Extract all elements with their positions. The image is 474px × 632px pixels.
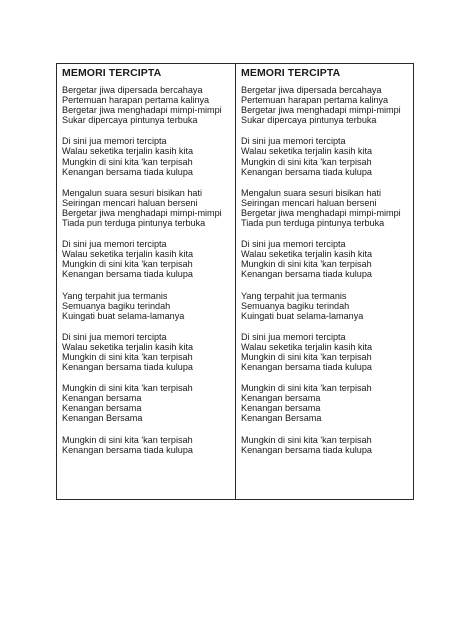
stanza xyxy=(62,136,230,176)
stanza xyxy=(62,332,230,372)
lyric-line: Mengalun suara sesuri bisikan hati xyxy=(62,187,203,198)
lyric-line: Pertemuan harapan pertama kalinya xyxy=(241,95,389,106)
lyric-line: Semuanya bagiku terindah xyxy=(241,300,350,311)
lyric-line: Mungkin di sini kita 'kan terpisah xyxy=(241,383,372,394)
lyric-line: Bergetar jiwa menghadapi mimpi-mimpi xyxy=(241,105,401,116)
lyrics-table xyxy=(56,63,414,500)
lyric-line: Semuanya bagiku terindah xyxy=(62,300,171,311)
lyric-line: Walau seketika terjalin kasih kita xyxy=(241,146,373,157)
lyric-line: Di sini jua memori tercipta xyxy=(241,136,346,147)
lyric-line: Bergetar jiwa menghadapi mimpi-mimpi xyxy=(62,105,222,116)
lyric-line: Kenangan bersama xyxy=(62,403,142,414)
stanza xyxy=(62,85,230,125)
lyric-line: Kenangan Bersama xyxy=(62,413,143,424)
lyric-line: Walau seketika terjalin kasih kita xyxy=(241,249,373,260)
stanza xyxy=(241,239,408,279)
stanza xyxy=(62,435,230,455)
stanza xyxy=(241,435,408,455)
lyric-line: Sukar dipercaya pintunya terbuka xyxy=(241,115,377,126)
lyric-line: Mungkin di sini kita 'kan terpisah xyxy=(62,383,193,394)
lyric-line: Di sini jua memori tercipta xyxy=(62,136,167,147)
lyric-line: Kuingati buat selama-lamanya xyxy=(62,310,185,321)
lyric-line: Seiringan mencari haluan berseni xyxy=(241,197,377,208)
lyric-line: Kenangan bersama tiada kulupa xyxy=(241,362,372,373)
lyric-line: Mungkin di sini kita 'kan terpisah xyxy=(241,351,372,362)
lyric-line: Di sini jua memori tercipta xyxy=(62,331,167,342)
lyric-line: Mungkin di sini kita 'kan terpisah xyxy=(241,156,372,167)
stanza xyxy=(241,85,408,125)
lyric-line: Bergetar jiwa menghadapi mimpi-mimpi xyxy=(241,207,401,218)
lyric-line: Kenangan Bersama xyxy=(241,413,322,424)
stanza xyxy=(241,136,408,176)
lyric-line: Di sini jua memori tercipta xyxy=(241,239,346,250)
lyric-line: Pertemuan harapan pertama kalinya xyxy=(62,95,210,106)
stanza xyxy=(241,291,408,321)
lyric-line: Tiada pun terduga pintunya terbuka xyxy=(62,218,206,229)
lyric-line: Walau seketika terjalin kasih kita xyxy=(62,341,194,352)
stanza xyxy=(241,188,408,228)
lyrics-column-right xyxy=(235,64,413,499)
lyrics-column-left xyxy=(57,64,235,499)
lyric-line: Kenangan bersama xyxy=(241,403,321,414)
stanza xyxy=(62,188,230,228)
lyric-line: Yang terpahit jua termanis xyxy=(62,290,168,301)
lyric-line: Kenangan bersama tiada kulupa xyxy=(241,444,372,455)
lyric-line: Bergetar jiwa menghadapi mimpi-mimpi xyxy=(62,207,222,218)
lyric-line: Kenangan bersama xyxy=(62,393,142,404)
stanza xyxy=(62,383,230,423)
lyric-line: Walau seketika terjalin kasih kita xyxy=(62,249,194,260)
lyric-line: Tiada pun terduga pintunya terbuka xyxy=(241,218,385,229)
lyric-line: Mungkin di sini kita 'kan terpisah xyxy=(241,259,372,270)
lyric-line: Yang terpahit jua termanis xyxy=(241,290,347,301)
lyric-line: Walau seketika terjalin kasih kita xyxy=(62,146,194,157)
lyric-line: Kenangan bersama tiada kulupa xyxy=(241,269,372,280)
lyric-line: Bergetar jiwa dipersada bercahaya xyxy=(241,85,382,95)
lyric-line: Mungkin di sini kita 'kan terpisah xyxy=(62,351,193,362)
lyric-line: Kenangan bersama tiada kulupa xyxy=(62,269,193,280)
lyric-line: Mengalun suara sesuri bisikan hati xyxy=(241,187,382,198)
lyric-line: Mungkin di sini kita 'kan terpisah xyxy=(62,259,193,270)
stanza xyxy=(62,239,230,279)
lyric-line: Kenangan bersama xyxy=(241,393,321,404)
stanza-list xyxy=(62,85,230,455)
lyric-line: Sukar dipercaya pintunya terbuka xyxy=(62,115,198,126)
lyric-line: Mungkin di sini kita 'kan terpisah xyxy=(241,434,372,445)
lyric-line: Walau seketika terjalin kasih kita xyxy=(241,341,373,352)
lyric-line: Di sini jua memori tercipta xyxy=(241,331,346,342)
song-title: MEMORI TERCIPTA xyxy=(241,67,341,79)
lyric-line: Di sini jua memori tercipta xyxy=(62,239,167,250)
lyric-line: Seiringan mencari haluan berseni xyxy=(62,197,198,208)
stanza xyxy=(241,332,408,372)
stanza-list xyxy=(241,85,408,455)
lyric-line: Mungkin di sini kita 'kan terpisah xyxy=(62,434,193,445)
lyric-line: Mungkin di sini kita 'kan terpisah xyxy=(62,156,193,167)
lyric-line: Kenangan bersama tiada kulupa xyxy=(62,444,193,455)
stanza xyxy=(62,291,230,321)
lyric-line: Bergetar jiwa dipersada bercahaya xyxy=(62,85,203,95)
stanza xyxy=(241,383,408,423)
lyric-line: Kenangan bersama tiada kulupa xyxy=(241,166,372,177)
lyric-line: Kenangan bersama tiada kulupa xyxy=(62,166,193,177)
lyric-line: Kuingati buat selama-lamanya xyxy=(241,310,364,321)
song-title: MEMORI TERCIPTA xyxy=(62,67,162,79)
lyric-line: Kenangan bersama tiada kulupa xyxy=(62,362,193,373)
